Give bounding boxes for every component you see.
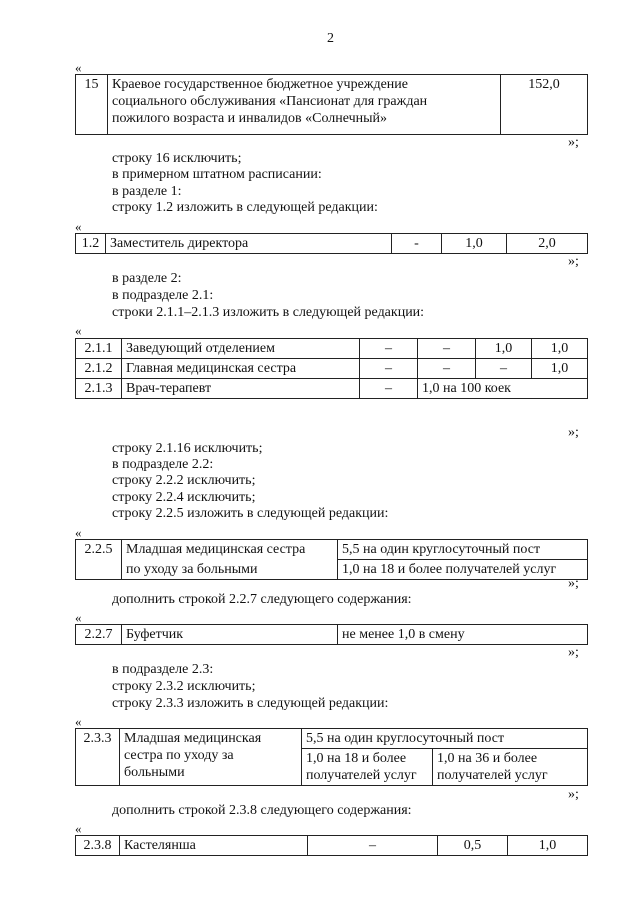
row-name: Врач-терапевт bbox=[122, 379, 360, 399]
instruction-line: дополнить строкой 2.3.8 следующего содержания: bbox=[112, 803, 412, 818]
instruction-line: строку 1.2 изложить в следующей редакции: bbox=[112, 200, 378, 215]
row-cell: – bbox=[418, 359, 476, 379]
row-number: 1.2 bbox=[76, 234, 106, 254]
instruction-line: строку 2.3.2 исключить; bbox=[112, 679, 256, 694]
table-row-1-2 bbox=[75, 233, 588, 254]
instruction-line: строки 2.1.1–2.1.3 изложить в следующей редакции: bbox=[112, 305, 425, 320]
row-cell: – bbox=[360, 359, 418, 379]
open-quote: « bbox=[75, 821, 82, 836]
table-row-15 bbox=[75, 74, 588, 135]
row-cell: 2,0 bbox=[507, 234, 588, 254]
table-row bbox=[76, 359, 588, 379]
row-name: Главная медицинская сестра bbox=[122, 359, 360, 379]
row-text-line: социального обслуживания «Пансионат для граждан bbox=[112, 94, 428, 109]
row-name: Буфетчик bbox=[122, 625, 338, 645]
row-value-left-line: 1,0 на 18 и более bbox=[306, 751, 407, 766]
row-cell: 0,5 bbox=[438, 836, 508, 856]
close-quote: »; bbox=[568, 135, 579, 150]
instruction-line: в примерном штатном расписании: bbox=[112, 167, 322, 182]
row-text-line: пожилого возраста и инвалидов «Солнечный» bbox=[112, 111, 388, 126]
table-row-2-2-7 bbox=[75, 624, 588, 645]
instruction-line: строку 2.2.2 исключить; bbox=[112, 473, 256, 488]
row-text-line: Краевое государственное бюджетное учреждение bbox=[112, 77, 408, 92]
row-cell: 1,0 bbox=[532, 339, 588, 359]
instruction-line: в подразделе 2.3: bbox=[112, 662, 214, 677]
row-name-line: Младшая медицинская bbox=[124, 731, 262, 746]
row-number: 2.3.8 bbox=[76, 836, 120, 856]
row-span-cell: 1,0 на 100 коек bbox=[418, 379, 588, 399]
row-name: Кастелянша bbox=[120, 836, 308, 856]
page-number: 2 bbox=[327, 31, 334, 46]
row-cell: 1,0 bbox=[442, 234, 507, 254]
row-number: 2.2.7 bbox=[76, 625, 122, 645]
row-name-line2: по уходу за больными bbox=[122, 560, 338, 580]
row-cell: - bbox=[392, 234, 442, 254]
table-row-2-3-3 bbox=[75, 728, 588, 786]
row-cell: – bbox=[360, 379, 418, 399]
open-quote: « bbox=[75, 714, 82, 729]
open-quote: « bbox=[75, 60, 82, 75]
row-value-left-line: получателей услуг bbox=[306, 768, 417, 783]
table-row-2-3-8 bbox=[75, 835, 588, 856]
row-name-line: больными bbox=[124, 765, 185, 780]
table-row bbox=[76, 379, 588, 399]
row-cell: 1,0 bbox=[508, 836, 588, 856]
row-value: не менее 1,0 в смену bbox=[338, 625, 588, 645]
row-value-top: 5,5 на один круглосуточный пост bbox=[338, 540, 588, 560]
instruction-line: в подразделе 2.1: bbox=[112, 288, 214, 303]
close-quote: »; bbox=[568, 576, 579, 591]
open-quote: « bbox=[75, 323, 82, 338]
instruction-line: строку 2.2.4 исключить; bbox=[112, 490, 256, 505]
row-cell: – bbox=[308, 836, 438, 856]
instruction-line: дополнить строкой 2.2.7 следующего содержания: bbox=[112, 592, 412, 607]
row-number: 2.1.1 bbox=[76, 339, 122, 359]
row-cell: 1,0 bbox=[476, 339, 532, 359]
row-name: Заместитель директора bbox=[106, 234, 392, 254]
row-number: 2.1.3 bbox=[76, 379, 122, 399]
row-cell: – bbox=[418, 339, 476, 359]
close-quote: »; bbox=[568, 254, 579, 269]
row-value-bottom: 1,0 на 18 и более получателей услуг bbox=[338, 560, 588, 580]
row-cell: 1,0 bbox=[532, 359, 588, 379]
table-row bbox=[76, 339, 588, 359]
row-value-right-line: 1,0 на 36 и более bbox=[437, 751, 538, 766]
row-cell: – bbox=[476, 359, 532, 379]
row-name-line1: Младшая медицинская сестра bbox=[122, 540, 338, 560]
row-number: 2.1.2 bbox=[76, 359, 122, 379]
row-value-right-line: получателей услуг bbox=[437, 768, 548, 783]
open-quote: « bbox=[75, 525, 82, 540]
row-number: 2.2.5 bbox=[76, 540, 122, 580]
instruction-line: строку 16 исключить; bbox=[112, 151, 242, 166]
instruction-line: в разделе 1: bbox=[112, 184, 182, 199]
row-number: 2.3.3 bbox=[76, 729, 120, 786]
table-subsection-2-1 bbox=[75, 338, 588, 399]
row-name: Заведующий отделением bbox=[122, 339, 360, 359]
row-number: 15 bbox=[76, 75, 108, 135]
open-quote: « bbox=[75, 219, 82, 234]
instruction-line: в разделе 2: bbox=[112, 271, 182, 286]
row-name-line: сестра по уходу за bbox=[124, 748, 234, 763]
table-row-2-2-5 bbox=[75, 539, 588, 580]
close-quote: »; bbox=[568, 425, 579, 440]
row-value-top: 5,5 на один круглосуточный пост bbox=[302, 729, 588, 749]
instruction-line: строку 2.1.16 исключить; bbox=[112, 441, 263, 456]
instruction-line: строку 2.3.3 изложить в следующей редакции: bbox=[112, 696, 389, 711]
row-value: 152,0 bbox=[501, 75, 588, 135]
close-quote: »; bbox=[568, 645, 579, 660]
open-quote: « bbox=[75, 610, 82, 625]
close-quote: »; bbox=[568, 787, 579, 802]
instruction-line: строку 2.2.5 изложить в следующей редакции: bbox=[112, 506, 389, 521]
row-cell: – bbox=[360, 339, 418, 359]
instruction-line: в подразделе 2.2: bbox=[112, 457, 214, 472]
